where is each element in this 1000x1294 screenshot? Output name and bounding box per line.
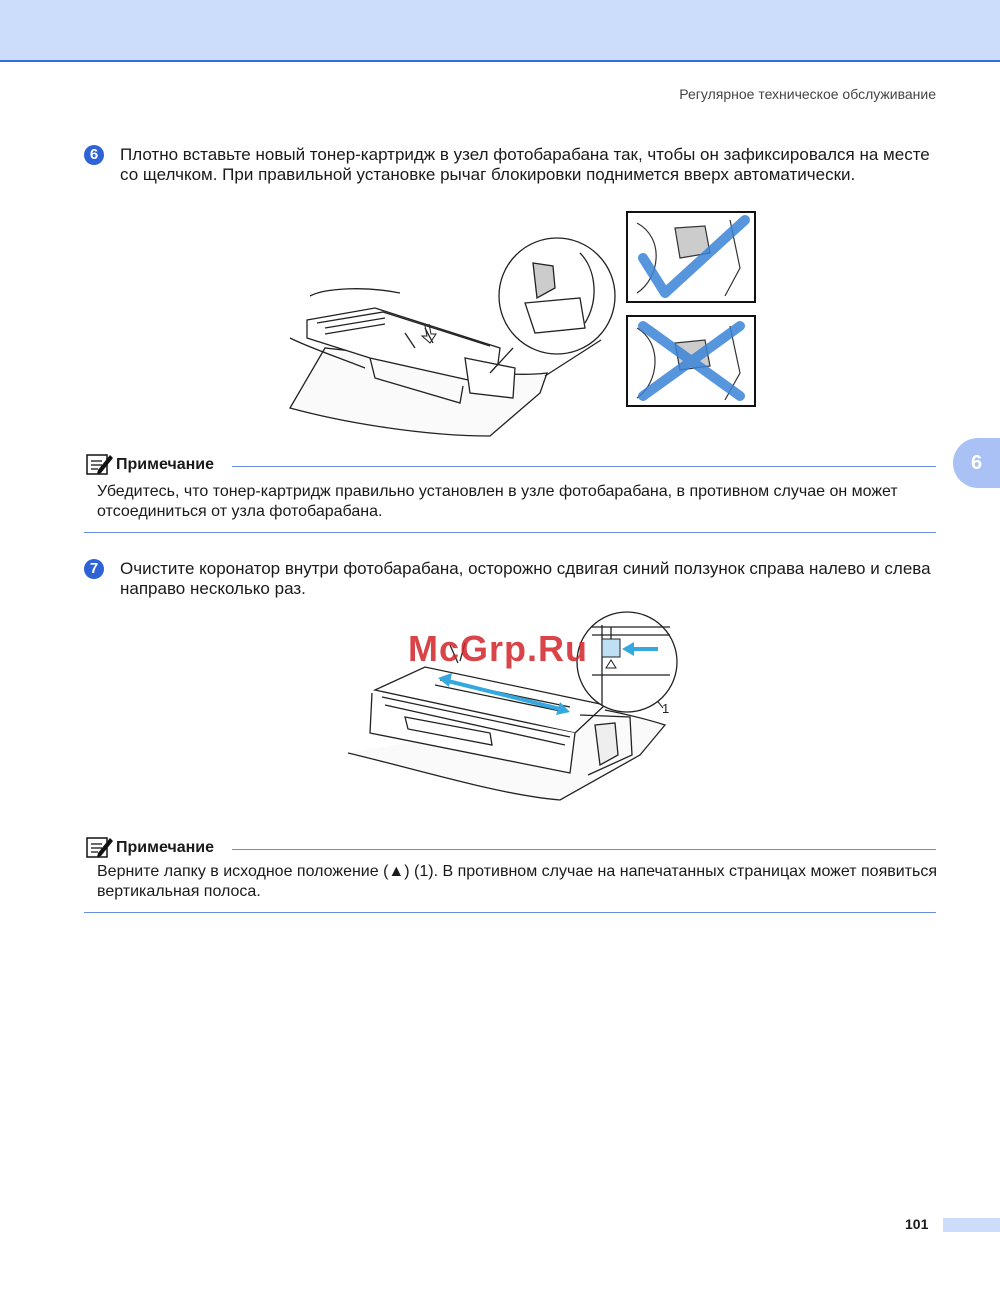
note-title: Примечание xyxy=(116,839,215,856)
chapter-tab[interactable] xyxy=(953,438,1000,488)
top-rule xyxy=(0,60,1000,62)
callout-label: 1 xyxy=(662,701,670,716)
step-text: Очистите коронатор внутри фотобарабана, осторожно сдвигая синий ползунок справа налево и слева направо несколько раз. xyxy=(120,559,931,598)
step-text: Плотно вставьте новый тонер-картридж в узел фотобарабана так, чтобы он зафиксировался на месте со щелчком. При правильной установке рычаг блокировки поднимется вверх автоматически. xyxy=(120,145,930,184)
step-6 xyxy=(84,145,934,185)
cartridge-insertion-illustration xyxy=(285,208,760,440)
top-band xyxy=(0,0,1000,60)
running-header: Регулярное техническое обслуживание xyxy=(679,86,936,102)
step-7 xyxy=(84,559,934,599)
note-2-end-rule xyxy=(84,912,936,913)
note-1-end-rule xyxy=(84,532,936,533)
chapter-number: 6 xyxy=(970,451,983,474)
note-2-text: Верните лапку в исходное положение (▲) (1). В противном случае на напечатанных страницах может появиться вертикальная полоса. xyxy=(97,863,938,900)
note-pencil-icon xyxy=(84,835,114,859)
step-number-badge: 7 xyxy=(84,559,104,579)
note-pencil-icon xyxy=(84,452,114,476)
note-1-header xyxy=(84,452,936,476)
note-1-text: Убедитесь, что тонер-картридж правильно установлен в узле фотобарабана, в противном случае он может отсоединиться от узла фотобарабана. xyxy=(97,483,898,520)
page-number: 101 xyxy=(905,1216,929,1232)
watermark: McGrp.Ru xyxy=(408,628,589,669)
note-title: Примечание xyxy=(116,456,215,473)
note-2-header xyxy=(84,835,936,859)
step-number-badge: 6 xyxy=(84,145,104,165)
note-rule xyxy=(232,849,936,850)
page-number-bar xyxy=(943,1218,1000,1232)
note-rule xyxy=(232,466,936,467)
